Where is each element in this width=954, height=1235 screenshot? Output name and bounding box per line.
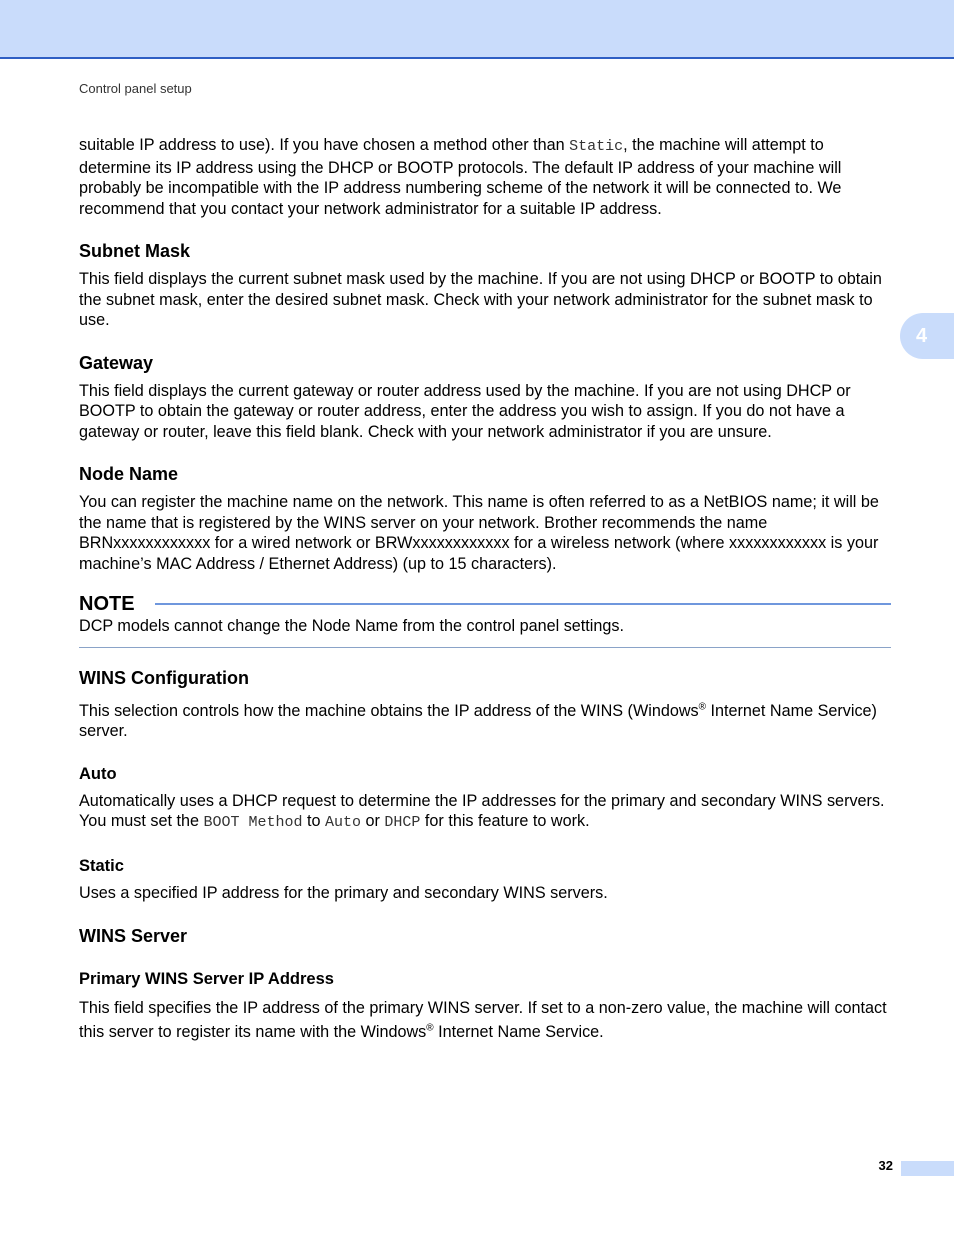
node-name-heading: Node Name bbox=[79, 464, 179, 484]
primary-wins-paragraph: This field specifies the IP address of the primary WINS server. If set to a non-zero value, the machine will contact this server to register its name with the Windows® Internet Name Service. bbox=[79, 999, 887, 1041]
auto-paragraph: Automatically uses a DHCP request to determine the IP addresses for the primary and secondary WINS servers. You must set the BOOT Method to Auto or DHCP for this feature to work. bbox=[79, 791, 885, 831]
note-header bbox=[79, 592, 891, 616]
header-band bbox=[0, 0, 954, 59]
intro-paragraph: suitable IP address to use). If you have chosen a method other than Static, the machine will attempt to determine its IP address using the DHCP or BOOTP protocols. The default IP address of your machine will probably be incompatible with the IP address numbering scheme of the network it will be connected to. We recommend that you contact your network administrator for a suitable IP address. bbox=[79, 136, 842, 218]
page-content bbox=[79, 135, 891, 1044]
registered-mark: ® bbox=[698, 701, 706, 713]
chapter-tab bbox=[900, 313, 954, 359]
wins-config-heading: WINS Configuration bbox=[79, 667, 249, 688]
primary-wins-heading: Primary WINS Server IP Address bbox=[79, 970, 334, 988]
code-dhcp: DHCP bbox=[384, 814, 421, 831]
auto-heading: Auto bbox=[79, 764, 117, 783]
chapter-number: 4 bbox=[916, 324, 928, 347]
note-rule bbox=[155, 603, 891, 605]
note-label: NOTE bbox=[79, 593, 135, 615]
code-boot-method: BOOT Method bbox=[203, 814, 303, 831]
code-auto: Auto bbox=[325, 814, 362, 831]
subnet-mask-heading: Subnet Mask bbox=[79, 241, 191, 261]
registered-mark: ® bbox=[426, 1022, 434, 1034]
gateway-heading: Gateway bbox=[79, 352, 154, 373]
gateway-paragraph: This field displays the current gateway or router address used by the machine. If you are not using DHCP or BOOTP to obtain the gateway or router address, enter the address you wish to assign. If you do not have a gateway or router, leave this field blank. Check with your network administrator if you are unsure. bbox=[79, 381, 851, 441]
wins-config-paragraph: This selection controls how the machine obtains the IP address of the WINS (Windows® Internet Name Service) server. bbox=[79, 701, 877, 740]
subnet-mask-paragraph: This field displays the current subnet mask used by the machine. If you are not using DHCP or BOOTP to obtain the subnet mask, enter the desired subnet mask. Check with your network administrator for the subnet mask to use. bbox=[79, 270, 882, 329]
running-head: Control panel setup bbox=[79, 81, 192, 96]
node-name-paragraph: You can register the machine name on the network. This name is often referred to as a NetBIOS name; it will be the name that is registered by the WINS server on your network. Brother recommends the name BRNxxxxxxxxxxxx for a wired network or BRWxxxxxxxxxxxx for a wireless network (where xxxxxxxxxxxx is your machine’s MAC Address / Ethernet Address) (up to 15 characters). bbox=[79, 493, 879, 573]
wins-server-heading: WINS Server bbox=[79, 926, 188, 946]
footer-bar bbox=[901, 1161, 954, 1176]
code-static: Static bbox=[569, 138, 624, 155]
note-body: DCP models cannot change the Node Name from the control panel settings. bbox=[79, 617, 624, 635]
static-paragraph: Uses a specified IP address for the primary and secondary WINS servers. bbox=[79, 883, 608, 902]
static-heading: Static bbox=[79, 856, 124, 875]
page-number: 32 bbox=[878, 1158, 893, 1173]
note-bottom-rule bbox=[79, 647, 891, 648]
